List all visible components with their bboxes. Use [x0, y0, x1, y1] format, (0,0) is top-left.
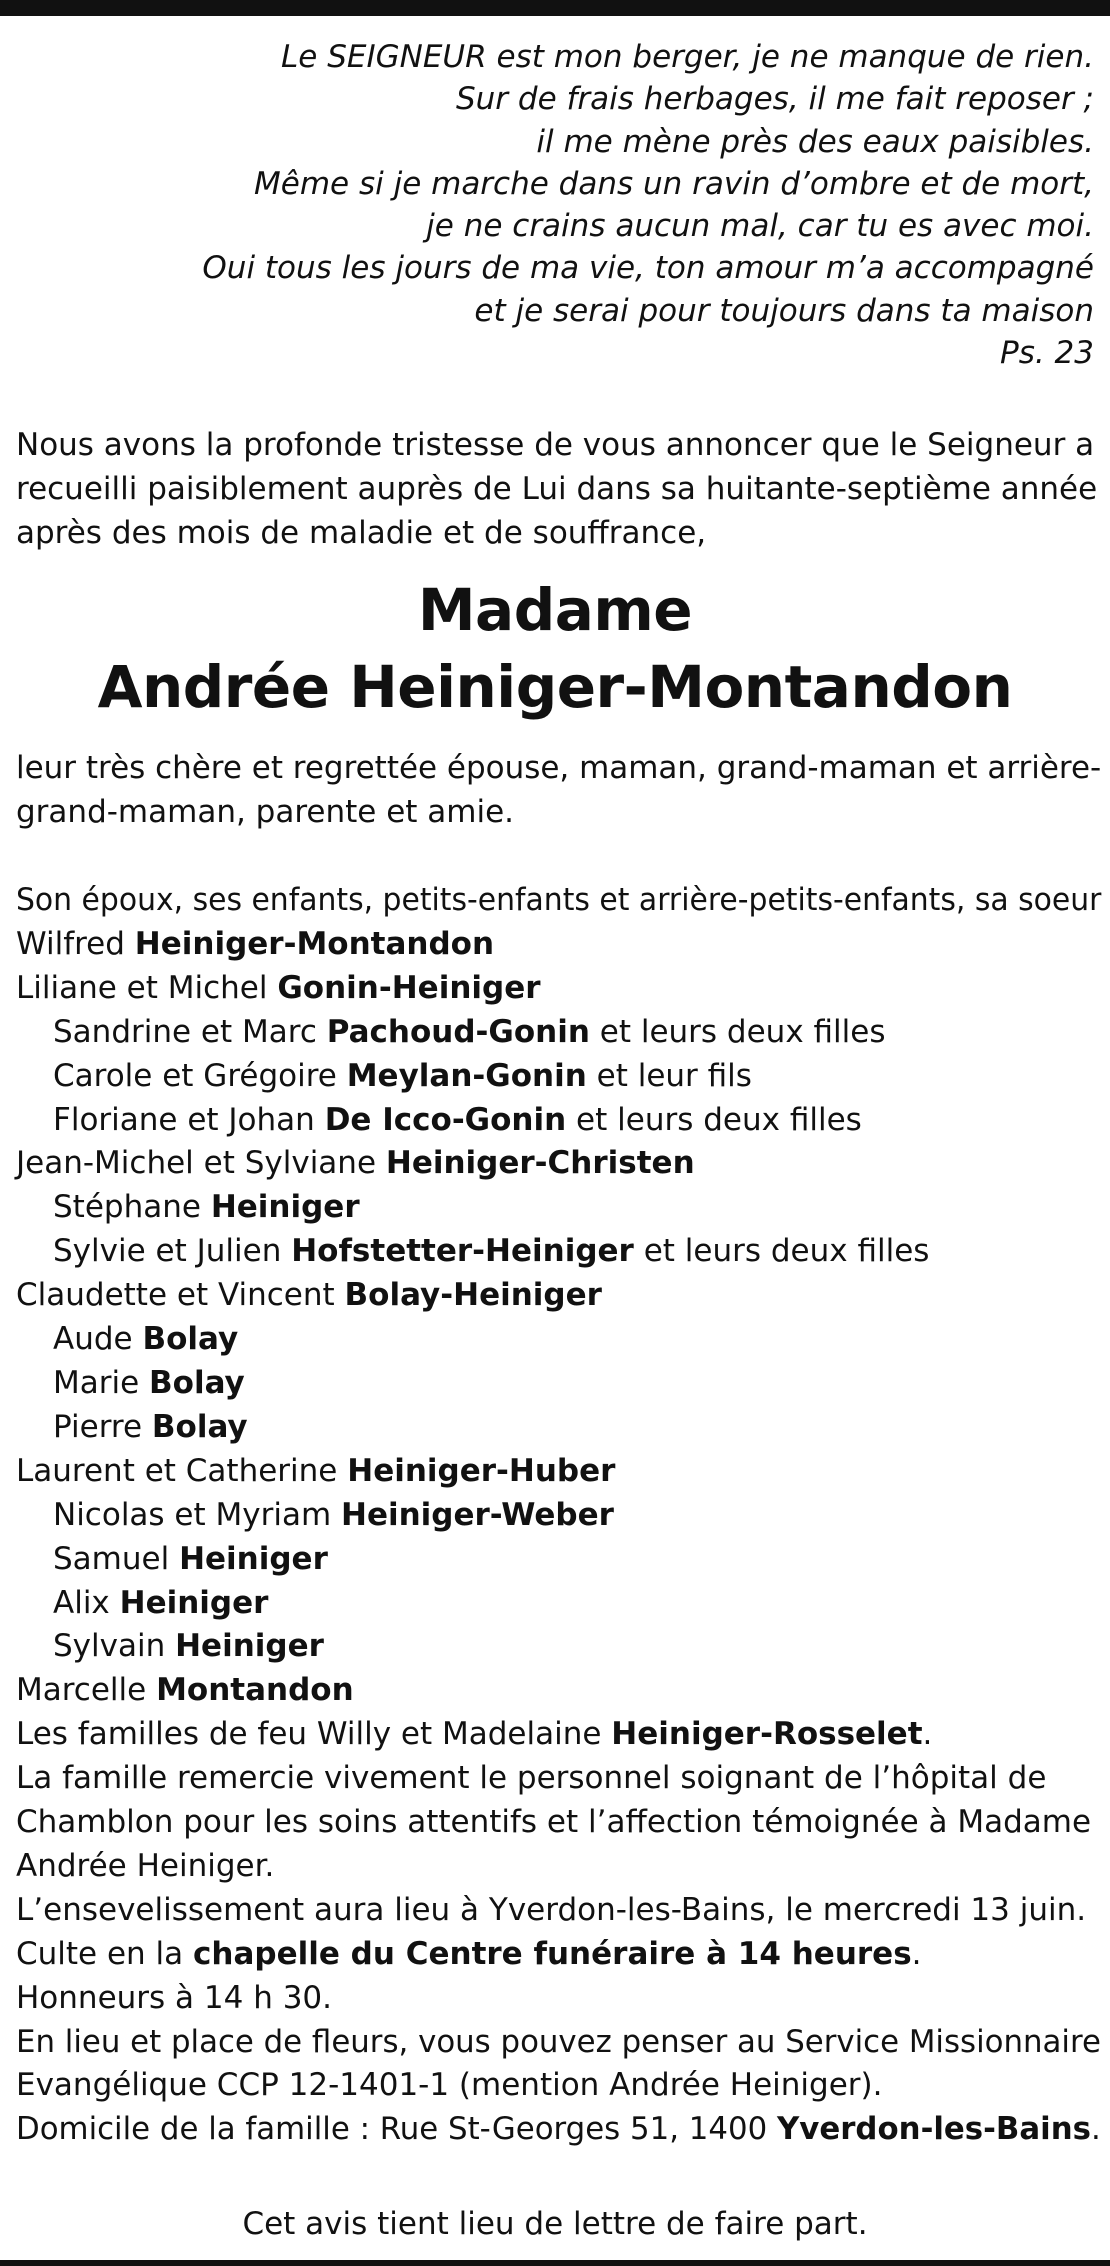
family-member-text: Samuel	[53, 1540, 180, 1577]
psalm-line: Oui tous les jours de ma vie, ton amour m’a accompagné	[202, 250, 1094, 287]
family-member-surname: Heiniger	[210, 1189, 360, 1226]
detail-line	[16, 1977, 332, 2021]
family-member-text: Les familles de feu Willy et Madelaine	[16, 1716, 612, 1753]
detail-line	[16, 2064, 882, 2108]
family-member-text: Laurent et Catherine	[16, 1452, 348, 1489]
family-member-text: Marie	[53, 1364, 150, 1401]
family-member	[16, 1494, 614, 1538]
detail-line	[16, 1889, 1086, 1933]
family-member	[16, 1230, 929, 1274]
family-member	[16, 1142, 695, 1186]
family-member-surname: Bolay-Heiniger	[344, 1277, 602, 1314]
family-member	[16, 1538, 328, 1582]
closing-note: Cet avis tient lieu de lettre de faire part.	[242, 2206, 868, 2242]
detail-line-text: Evangélique CCP 12-1401-1 (mention Andrée Heiniger).	[16, 2067, 883, 2104]
intro-line: recueilli paisiblement auprès de Lui dans sa huitante-septième année	[16, 470, 1098, 507]
family-member-surname: Bolay	[142, 1321, 239, 1358]
family-member-surname: Heiniger-Huber	[347, 1452, 616, 1489]
family-member	[16, 1055, 752, 1099]
psalm-line: je ne crains aucun mal, car tu es avec moi.	[426, 208, 1094, 245]
family-member	[16, 1099, 862, 1143]
family-member	[16, 1186, 360, 1230]
family-member-text: Claudette et Vincent	[16, 1277, 345, 1314]
detail-line-text: Honneurs à 14 h 30.	[16, 1979, 332, 2016]
family-member-text: Pierre	[53, 1408, 152, 1445]
family-member-text: Sandrine et Marc	[53, 1013, 327, 1050]
detail-line-suffix: .	[911, 1935, 922, 1972]
psalm-quote	[202, 36, 1094, 374]
family-member-surname: Heiniger-Rosselet	[611, 1716, 923, 1753]
family-member-suffix: et leur fils	[586, 1057, 752, 1094]
detail-line-suffix: .	[1091, 2111, 1101, 2148]
family-heading: Son époux, ses enfants, petits-enfants et arrière-petits-enfants, sa soeur	[16, 882, 1102, 918]
deceased-title: Madame	[417, 576, 693, 644]
family-member	[16, 1625, 324, 1669]
family-member-surname: De Icco-Gonin	[324, 1101, 567, 1138]
detail-line	[16, 1933, 922, 1977]
detail-line-text: L’ensevelissement aura lieu à Yverdon-les-Bains, le mercredi 13 juin.	[16, 1891, 1087, 1928]
announcement-intro	[16, 424, 1096, 555]
family-member-surname: Pachoud-Gonin	[326, 1013, 590, 1050]
detail-line-text: En lieu et place de fleurs, vous pouvez penser au Service Missionnaire	[16, 2023, 1101, 2060]
family-member-suffix: .	[922, 1716, 933, 1753]
family-member-text: Wilfred	[16, 925, 135, 962]
deceased-name: Andrée Heiniger-Montandon	[97, 653, 1013, 721]
family-list	[16, 879, 1101, 2152]
detail-line-text: Domicile de la famille : Rue St-Georges 51, 1400	[16, 2111, 777, 2148]
family-member-surname: Heiniger	[175, 1628, 324, 1665]
family-member-surname: Heiniger-Christen	[385, 1145, 695, 1182]
family-member-text: Floriane et Johan	[53, 1101, 325, 1138]
family-member	[16, 1318, 238, 1362]
deceased-description	[16, 746, 1102, 834]
family-member-text: Liliane et Michel	[16, 969, 278, 1006]
family-member-text: Stéphane	[53, 1189, 211, 1226]
family-member	[16, 1582, 268, 1626]
family-member	[16, 1362, 245, 1406]
family-member-surname: Heiniger	[179, 1540, 328, 1577]
detail-line-text: La famille remercie vivement le personnel soignant de l’hôpital de	[16, 1760, 1047, 1797]
family-member-text: Carole et Grégoire	[53, 1057, 347, 1094]
detail-line	[16, 1845, 274, 1889]
family-member-suffix: et leurs deux filles	[633, 1233, 930, 1270]
family-member	[16, 967, 541, 1011]
family-member-text: Sylvie et Julien	[53, 1233, 292, 1270]
funeral-details	[16, 1757, 1101, 2152]
family-members	[16, 923, 1101, 1757]
family-member-surname: Meylan-Gonin	[346, 1057, 587, 1094]
detail-line-text: Andrée Heiniger.	[16, 1847, 275, 1884]
detail-line-text: Culte en la	[16, 1935, 194, 1972]
intro-line: après des mois de maladie et de souffrance,	[16, 514, 707, 551]
family-member	[16, 1450, 615, 1494]
family-member	[16, 923, 494, 967]
psalm-line: il me mène près des eaux paisibles.	[536, 123, 1094, 160]
deceased-name-block	[0, 572, 1110, 726]
detail-line-surname: chapelle du Centre funéraire à 14 heures	[193, 1935, 912, 1972]
family-member	[16, 1406, 248, 1450]
family-member-text: Aude	[53, 1321, 143, 1358]
family-member-text: Jean-Michel et Sylviane	[16, 1145, 386, 1182]
family-member-surname: Heiniger	[119, 1584, 269, 1621]
bottom-border	[0, 2260, 1110, 2266]
family-member-surname: Bolay	[149, 1364, 245, 1401]
detail-line-surname: Yverdon-les-Bains	[776, 2111, 1092, 2148]
family-member	[16, 1713, 932, 1757]
psalm-reference: Ps. 23	[1000, 335, 1094, 372]
family-member-text: Alix	[53, 1584, 120, 1621]
family-member-surname: Heiniger-Montandon	[134, 925, 495, 962]
top-border	[0, 0, 1110, 16]
family-member-text: Sylvain	[53, 1628, 176, 1665]
family-member-surname: Gonin-Heiniger	[277, 969, 541, 1006]
family-member-suffix: et leurs deux filles	[589, 1013, 886, 1050]
psalm-line: Sur de frais herbages, il me fait reposer ;	[455, 81, 1094, 118]
detail-line	[16, 1757, 1046, 1801]
detail-line	[16, 1801, 1091, 1845]
detail-line	[16, 2021, 1101, 2065]
family-member	[16, 1274, 602, 1318]
family-member-surname: Bolay	[151, 1408, 248, 1445]
family-member-surname: Hofstetter-Heiniger	[291, 1233, 634, 1270]
psalm-line: Le SEIGNEUR est mon berger, je ne manque de rien.	[281, 39, 1094, 75]
family-member-text: Nicolas et Myriam	[53, 1496, 342, 1533]
family-member-surname: Heiniger-Weber	[341, 1496, 614, 1533]
description-line: leur très chère et regrettée épouse, maman, grand-maman et arrière-	[16, 750, 1102, 786]
psalm-line: Même si je marche dans un ravin d’ombre et de mort,	[254, 165, 1094, 202]
family-member-surname: Montandon	[156, 1672, 354, 1709]
family-member	[16, 1011, 886, 1055]
family-member-suffix: et leurs deux filles	[566, 1101, 862, 1138]
detail-line	[16, 2108, 1101, 2152]
family-member	[16, 1669, 354, 1713]
family-member-text: Marcelle	[16, 1672, 157, 1709]
detail-line-text: Chamblon pour les soins attentifs et l’affection témoignée à Madame	[16, 1804, 1092, 1841]
psalm-line: et je serai pour toujours dans ta maison	[474, 292, 1094, 329]
intro-line: Nous avons la profonde tristesse de vous annoncer que le Seigneur a	[16, 427, 1095, 463]
description-line: grand-maman, parente et amie.	[16, 794, 515, 830]
